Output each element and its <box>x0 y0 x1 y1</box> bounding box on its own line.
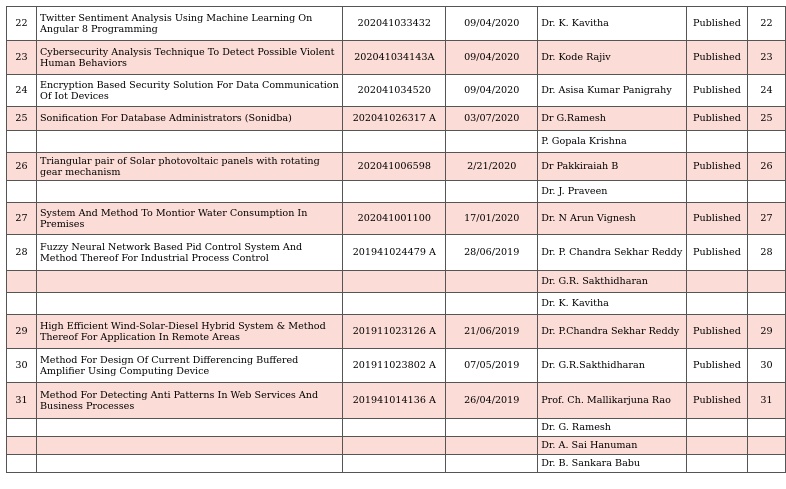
inventor-name-cell: Dr. Kode Rajiv <box>538 41 687 75</box>
table-row <box>7 75 786 107</box>
inventor-name-cell: Dr Pakkiraiah B <box>538 153 687 181</box>
filing-date-cell <box>446 131 538 153</box>
filing-date-cell: 03/07/2020 <box>446 107 538 131</box>
application-number-cell <box>343 437 446 455</box>
filing-date-cell: 07/05/2019 <box>446 349 538 383</box>
table-row <box>7 419 786 437</box>
serial-number-cell <box>7 293 37 315</box>
reference-number-cell <box>748 419 786 437</box>
patent-title-cell: High Efficient Wind-Solar-Diesel Hybrid System & Method Thereof For Application In Remote Areas <box>36 315 342 349</box>
patent-title-cell: System And Method To Montior Water Consumption In Premises <box>36 203 342 235</box>
table-row <box>7 437 786 455</box>
status-cell <box>687 437 748 455</box>
inventor-name-cell: Dr. G.R. Sakthidharan <box>538 271 687 293</box>
status-cell: Published <box>687 41 748 75</box>
patent-title-cell: Sonification For Database Administrators (Sonidba) <box>36 107 342 131</box>
application-number-cell <box>343 271 446 293</box>
status-cell: Published <box>687 7 748 41</box>
inventor-name-cell: Prof. Ch. Mallikarjuna Rao <box>538 383 687 419</box>
table-row <box>7 271 786 293</box>
serial-number-cell <box>7 455 37 473</box>
status-cell: Published <box>687 349 748 383</box>
table-row <box>7 7 786 41</box>
serial-number-cell: 25 <box>7 107 37 131</box>
application-number-cell: 201911023126 A <box>343 315 446 349</box>
patent-title-cell <box>36 455 342 473</box>
reference-number-cell <box>748 293 786 315</box>
status-cell <box>687 131 748 153</box>
filing-date-cell <box>446 455 538 473</box>
table-row <box>7 315 786 349</box>
patent-title-cell <box>36 419 342 437</box>
reference-number-cell: 26 <box>748 153 786 181</box>
application-number-cell: 202041026317 A <box>343 107 446 131</box>
patent-title-cell <box>36 131 342 153</box>
application-number-cell <box>343 181 446 203</box>
status-cell: Published <box>687 203 748 235</box>
reference-number-cell: 23 <box>748 41 786 75</box>
status-cell: Published <box>687 315 748 349</box>
reference-number-cell: 27 <box>748 203 786 235</box>
inventor-name-cell: Dr. P.Chandra Sekhar Reddy <box>538 315 687 349</box>
filing-date-cell <box>446 293 538 315</box>
serial-number-cell <box>7 181 37 203</box>
table-row <box>7 41 786 75</box>
filing-date-cell: 28/06/2019 <box>446 235 538 271</box>
table-row <box>7 383 786 419</box>
filing-date-cell <box>446 271 538 293</box>
application-number-cell: 202041001100 <box>343 203 446 235</box>
application-number-cell: 202041034520 <box>343 75 446 107</box>
table-row <box>7 131 786 153</box>
application-number-cell: 202041033432 <box>343 7 446 41</box>
inventor-name-cell: Dr. K. Kavitha <box>538 7 687 41</box>
reference-number-cell: 24 <box>748 75 786 107</box>
patent-title-cell: Encryption Based Security Solution For Data Communication Of Iot Devices <box>36 75 342 107</box>
table-row <box>7 107 786 131</box>
serial-number-cell: 29 <box>7 315 37 349</box>
reference-number-cell <box>748 437 786 455</box>
serial-number-cell: 31 <box>7 383 37 419</box>
application-number-cell <box>343 293 446 315</box>
status-cell: Published <box>687 235 748 271</box>
inventor-name-cell: Dr G.Ramesh <box>538 107 687 131</box>
inventor-name-cell: Dr. A. Sai Hanuman <box>538 437 687 455</box>
status-cell <box>687 293 748 315</box>
application-number-cell <box>343 419 446 437</box>
patents-table <box>6 6 786 473</box>
serial-number-cell: 28 <box>7 235 37 271</box>
inventor-name-cell: Dr. N Arun Vignesh <box>538 203 687 235</box>
inventor-name-cell: Dr. J. Praveen <box>538 181 687 203</box>
application-number-cell: 202041006598 <box>343 153 446 181</box>
application-number-cell <box>343 455 446 473</box>
table-row <box>7 349 786 383</box>
patent-title-cell: Method For Design Of Current Differencing Buffered Amplifier Using Computing Device <box>36 349 342 383</box>
inventor-name-cell: Dr. P. Chandra Sekhar Reddy <box>538 235 687 271</box>
serial-number-cell: 23 <box>7 41 37 75</box>
table-row <box>7 455 786 473</box>
inventor-name-cell: Dr. Asisa Kumar Panigrahy <box>538 75 687 107</box>
patent-title-cell <box>36 293 342 315</box>
application-number-cell: 202041034143A <box>343 41 446 75</box>
inventor-name-cell: Dr. K. Kavitha <box>538 293 687 315</box>
patent-title-cell: Cybersecurity Analysis Technique To Detect Possible Violent Human Behaviors <box>36 41 342 75</box>
inventor-name-cell: P. Gopala Krishna <box>538 131 687 153</box>
serial-number-cell: 24 <box>7 75 37 107</box>
status-cell: Published <box>687 107 748 131</box>
application-number-cell <box>343 131 446 153</box>
patent-title-cell: Fuzzy Neural Network Based Pid Control System And Method Thereof For Industrial Process Control <box>36 235 342 271</box>
reference-number-cell: 25 <box>748 107 786 131</box>
patent-title-cell <box>36 437 342 455</box>
status-cell <box>687 181 748 203</box>
reference-number-cell: 31 <box>748 383 786 419</box>
serial-number-cell: 30 <box>7 349 37 383</box>
serial-number-cell <box>7 271 37 293</box>
filing-date-cell <box>446 419 538 437</box>
application-number-cell: 201911023802 A <box>343 349 446 383</box>
reference-number-cell <box>748 271 786 293</box>
reference-number-cell <box>748 455 786 473</box>
filing-date-cell: 26/04/2019 <box>446 383 538 419</box>
filing-date-cell <box>446 181 538 203</box>
patent-title-cell: Twitter Sentiment Analysis Using Machine Learning On Angular 8 Programming <box>36 7 342 41</box>
reference-number-cell: 28 <box>748 235 786 271</box>
inventor-name-cell: Dr. B. Sankara Babu <box>538 455 687 473</box>
filing-date-cell: 17/01/2020 <box>446 203 538 235</box>
table-row <box>7 235 786 271</box>
table-row <box>7 181 786 203</box>
table-row <box>7 203 786 235</box>
table-row <box>7 153 786 181</box>
patent-title-cell: Method For Detecting Anti Patterns In Web Services And Business Processes <box>36 383 342 419</box>
status-cell: Published <box>687 75 748 107</box>
filing-date-cell: 09/04/2020 <box>446 41 538 75</box>
serial-number-cell <box>7 437 37 455</box>
serial-number-cell <box>7 131 37 153</box>
serial-number-cell <box>7 419 37 437</box>
application-number-cell: 201941024479 A <box>343 235 446 271</box>
application-number-cell: 201941014136 A <box>343 383 446 419</box>
reference-number-cell: 22 <box>748 7 786 41</box>
patent-title-cell: Triangular pair of Solar photovoltaic panels with rotating gear mechanism <box>36 153 342 181</box>
patents-table-body <box>7 7 786 473</box>
status-cell: Published <box>687 383 748 419</box>
serial-number-cell: 27 <box>7 203 37 235</box>
patent-title-cell <box>36 271 342 293</box>
filing-date-cell: 09/04/2020 <box>446 7 538 41</box>
status-cell <box>687 271 748 293</box>
inventor-name-cell: Dr. G.R.Sakthidharan <box>538 349 687 383</box>
reference-number-cell <box>748 181 786 203</box>
reference-number-cell <box>748 131 786 153</box>
filing-date-cell: 09/04/2020 <box>446 75 538 107</box>
status-cell: Published <box>687 153 748 181</box>
reference-number-cell: 30 <box>748 349 786 383</box>
filing-date-cell: 2/21/2020 <box>446 153 538 181</box>
serial-number-cell: 22 <box>7 7 37 41</box>
serial-number-cell: 26 <box>7 153 37 181</box>
reference-number-cell: 29 <box>748 315 786 349</box>
filing-date-cell <box>446 437 538 455</box>
inventor-name-cell: Dr. G. Ramesh <box>538 419 687 437</box>
filing-date-cell: 21/06/2019 <box>446 315 538 349</box>
status-cell <box>687 455 748 473</box>
patent-title-cell <box>36 181 342 203</box>
status-cell <box>687 419 748 437</box>
table-row <box>7 293 786 315</box>
